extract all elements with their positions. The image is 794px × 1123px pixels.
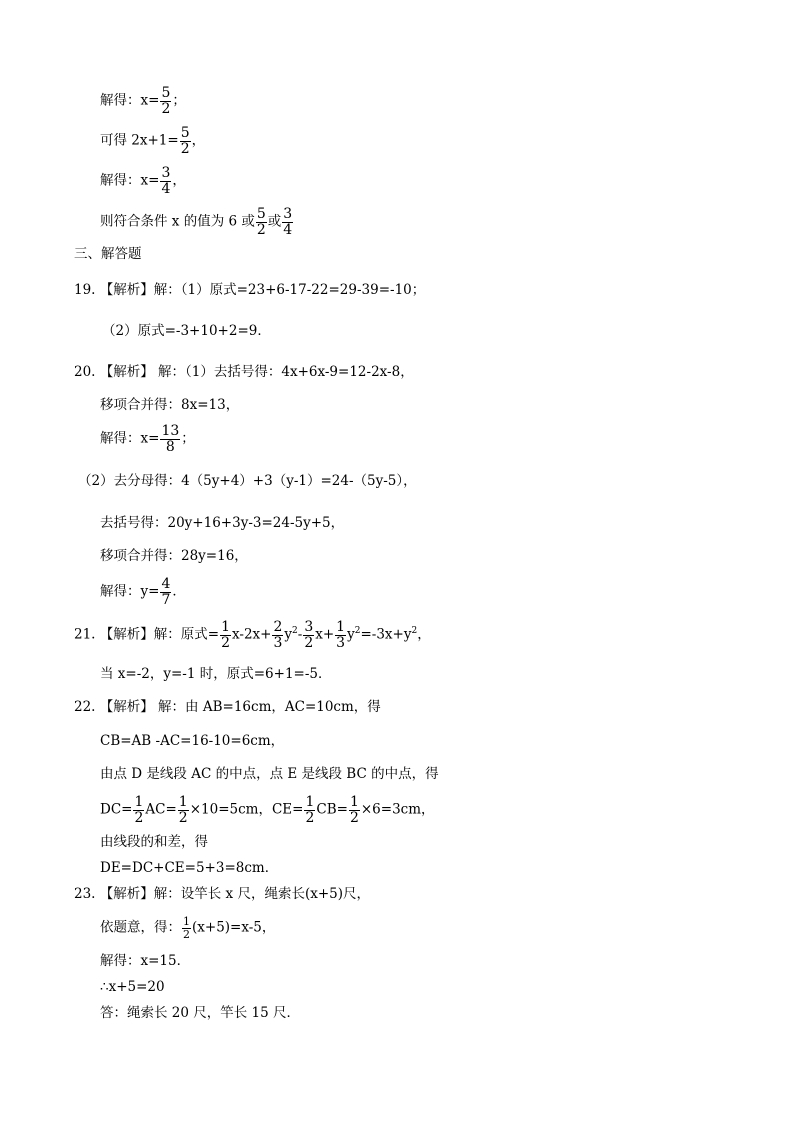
- q20-line-1: 20. 【解析】 解：（1）去括号得：4x+6x-9=12-2x-8，: [74, 364, 414, 380]
- numerator: 3: [304, 619, 314, 635]
- text: x-2x+: [232, 626, 272, 643]
- numerator: 1: [134, 794, 144, 810]
- denominator: 2: [134, 809, 144, 826]
- fraction: [133, 795, 144, 825]
- text: 则符合条件 x 的值为 6 或: [100, 213, 255, 230]
- numerator: 2: [273, 619, 283, 635]
- numerator: 1: [349, 794, 359, 810]
- denominator: 2: [304, 634, 314, 651]
- fraction: [160, 86, 171, 116]
- numerator: 1: [305, 794, 315, 810]
- text: 21. 【解析】解：原式=: [74, 626, 220, 643]
- denominator: 7: [161, 591, 171, 608]
- text: 依题意，得：: [100, 919, 181, 936]
- q21-line-1: [74, 620, 431, 650]
- fraction: [160, 424, 180, 454]
- numerator: 5: [180, 125, 190, 141]
- fraction: [335, 620, 346, 650]
- numerator: 3: [161, 165, 171, 181]
- text: x+: [315, 626, 335, 643]
- fraction: [180, 126, 191, 156]
- denominator: 4: [283, 221, 293, 238]
- text: ；: [181, 430, 195, 447]
- text: CB=: [316, 801, 348, 818]
- numerator: 5: [161, 85, 171, 101]
- denominator: 2: [178, 809, 188, 826]
- fraction: [220, 620, 231, 650]
- q19-line-1: 19. 【解析】解：（1）原式=23+6-17-22=29-39=-10；: [74, 282, 426, 298]
- numerator: 1: [221, 619, 230, 635]
- text: 解得：y=: [100, 583, 160, 600]
- text: (x+5)=x-5，: [192, 919, 276, 936]
- text: DC=: [100, 801, 133, 818]
- text: ×6=3cm，: [360, 801, 435, 818]
- numerator: 3: [283, 206, 293, 222]
- denominator: 8: [165, 438, 175, 455]
- line-conclusion-x-values: [100, 207, 294, 237]
- q19-line-2: （2）原式=-3+10+2=9．: [102, 323, 271, 339]
- text: ，: [191, 132, 206, 149]
- q22-line-5: 由线段的和差，得: [100, 834, 208, 850]
- denominator: 3: [336, 634, 346, 651]
- q20-line-3: [100, 424, 195, 454]
- denominator: 2: [183, 927, 190, 941]
- fraction: [282, 207, 293, 237]
- fraction: [303, 620, 314, 650]
- q23-line-1: 23. 【解析】解：设竿长 x 尺，绳索长(x+5)尺，: [74, 886, 371, 902]
- q22-line-1: 22. 【解析】 解：由 AB=16cm，AC=10cm，得: [74, 699, 381, 715]
- denominator: 4: [161, 180, 171, 197]
- q21-line-2: 当 x=-2，y=-1 时，原式=6+1=-5．: [100, 666, 332, 682]
- numerator: 1: [183, 915, 190, 928]
- denominator: 2: [221, 634, 230, 651]
- q22-line-3: 由点 D 是线段 AC 的中点，点 E 是线段 BC 的中点，得: [100, 766, 439, 782]
- numerator: 4: [161, 576, 171, 592]
- text: ，: [172, 172, 186, 189]
- text: ，: [417, 626, 431, 643]
- fraction: [304, 795, 315, 825]
- text: 或: [267, 213, 282, 230]
- superscript: 2: [354, 626, 361, 637]
- fraction: [182, 916, 191, 940]
- text: 解得：x=: [100, 92, 160, 109]
- denominator: 3: [273, 634, 283, 651]
- denominator: 2: [180, 140, 190, 157]
- superscript: 2: [292, 626, 298, 637]
- text: ；: [172, 92, 186, 109]
- line-solve-x-3-4: [100, 166, 186, 196]
- text: AC=: [145, 801, 177, 818]
- numerator: 5: [256, 206, 266, 222]
- q23-line-3: 解得：x=15．: [100, 953, 191, 969]
- numerator: 13: [161, 423, 180, 439]
- q22-line-4: [100, 795, 435, 825]
- fraction: [349, 795, 360, 825]
- text: ．: [172, 583, 186, 600]
- superscript: 2: [411, 626, 418, 637]
- text: -: [297, 626, 303, 643]
- fraction: [178, 795, 189, 825]
- q20-line-5: 去括号得：20y+16+3y-3=24-5y+5，: [100, 515, 345, 531]
- q23-line-2: [100, 916, 275, 940]
- q22-line-2: CB=AB -AC=16-10=6cm，: [100, 733, 285, 749]
- section-heading: 三、解答题: [74, 246, 142, 262]
- numerator: 1: [336, 619, 346, 635]
- fraction: [160, 166, 171, 196]
- q20-line-6: 移项合并得：28y=16，: [100, 548, 248, 564]
- text: 解得：x=: [100, 430, 160, 447]
- q22-line-6: DE=DC+CE=5+3=8cm．: [100, 860, 279, 876]
- numerator: 1: [178, 794, 188, 810]
- q23-line-4: ∴x+5=20: [100, 979, 165, 995]
- q20-line-4: （2）去分母得：4（5y+4）+3（y-1）=24-（5y-5），: [78, 473, 417, 489]
- line-solve-x-5-2: [100, 86, 186, 116]
- text: 可得 2x+1=: [100, 132, 179, 149]
- text: y: [284, 626, 293, 643]
- denominator: 2: [256, 221, 266, 238]
- denominator: 2: [349, 809, 359, 826]
- text: =-3x+y: [360, 626, 412, 643]
- q20-line-2: 移项合并得：8x=13，: [100, 397, 240, 413]
- fraction: [256, 207, 267, 237]
- text: 解得：x=: [100, 172, 160, 189]
- text: y: [347, 626, 355, 643]
- line-2x-plus-1: [100, 126, 205, 156]
- denominator: 2: [161, 100, 171, 117]
- text: ×10=5cm，CE=: [189, 801, 304, 818]
- fraction: [160, 577, 171, 607]
- q20-line-7: [100, 577, 186, 607]
- fraction: [272, 620, 283, 650]
- denominator: 2: [305, 809, 315, 826]
- q23-line-5: 答：绳索长 20 尺，竿长 15 尺．: [100, 1005, 301, 1021]
